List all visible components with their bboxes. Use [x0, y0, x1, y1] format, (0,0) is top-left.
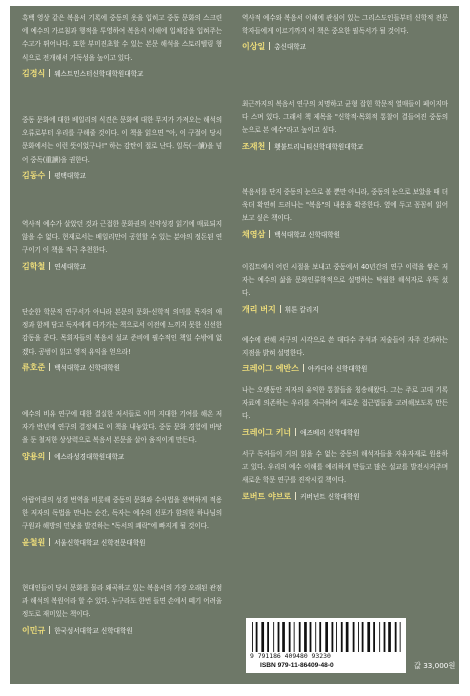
endorser-affiliation: 휘튼 칼리지: [284, 305, 319, 314]
endorser-name: 이상일: [242, 42, 266, 52]
divider: [49, 452, 50, 460]
endorsement-text: 아랍어권의 성경 번역을 비롯해 중동의 문화와 수사법을 완벽하게 적용한 저자의 독법을 만나는 순간, 독자는 예수의 선포가 함의한 하나님의 구원과 해방의 민낯을 발견하는 "독서의 쾌락"에 빠지게 될 것이다.: [22, 496, 222, 531]
divider: [49, 262, 50, 270]
endorsement-text: 역사적 예수와 복음서 이해에 관심이 있는 그리스도인들부터 신학적 전문 학자들에게 이르기까지 이 책은 중요한 필독서가 될 것이다.: [242, 14, 448, 36]
endorsement: [242, 186, 448, 241]
endorsement-attribution: [242, 141, 448, 153]
endorser-name: 채영삼: [242, 229, 266, 239]
divider: [303, 364, 304, 372]
book-back-cover: [10, 6, 459, 684]
divider: [49, 69, 50, 77]
endorsement-text: 예수에 관해 서구의 시각으로 쓴 대다수 주석과 저술들이 자주 간과하는 지점을 밝혀 설명한다.: [242, 336, 448, 358]
endorsement: [22, 306, 222, 374]
endorsement-text: 흑백 영상 같은 복음서 기록에 중동의 옷을 입히고 중동 문화의 스크린에 예수의 가르침과 행적을 투영하여 복음서 이해에 입체감을 입혀주는 수고가 뛰어나다. 또한 부미진초할 수 있는 본문 해석을 스토리텔링 형식으로 전개해서 가독성을 높이고 있다.: [22, 14, 222, 62]
endorsement-text: 나는 오랫동안 저자의 유익한 통찰들을 칭송해왔다. 그는 주로 고대 기록 자료에 의존하는 우리를 자극하여 새로운 접근법들을 고려해보도록 만든다.: [242, 386, 448, 421]
endorsement: [242, 448, 448, 503]
endorsement-attribution: [242, 229, 448, 241]
endorser-affiliation: 서울신학대학교 신학전문대학원: [54, 538, 146, 547]
endorser-affiliation: 백석대학교 신학대학원: [274, 230, 340, 239]
endorsement-text: 단순한 학문적 연구서가 아니라 본문의 문화-신학적 의미를 목자의 애정과 함께 담고 독자에게 다가가는 책으로서 이전에 느끼지 못한 신선한 감동을 준다. 목회자들의 복음서 설교 준비에 필수적인 책일 수밖에 없겠다. 공범이 읽고 영적 유익을 얻으라!: [22, 308, 222, 356]
endorsement: [22, 12, 222, 80]
endorsement-attribution: [242, 304, 448, 316]
endorsement-attribution: [22, 362, 222, 374]
divider: [295, 428, 296, 436]
endorser-name: 윤철원: [22, 537, 46, 547]
price-label: 값 33,000원: [414, 661, 456, 670]
endorser-affiliation: 웨스트민스터신학대학원대학교: [54, 69, 144, 78]
endorsement: [242, 261, 448, 316]
divider: [49, 171, 50, 179]
endorsement: [22, 494, 222, 549]
endorser-affiliation: 아카디아 신학대학원: [307, 365, 368, 374]
endorser-affiliation: 연세대학교: [54, 262, 87, 271]
left-column: [22, 6, 222, 684]
divider: [49, 363, 50, 371]
endorsement-attribution: [242, 41, 448, 53]
endorsement-text: 예수의 비유 연구에 대한 결실한 저서들로 이미 지대한 기여를 해온 저자가 반년에 연구의 결정체로 이 책을 내놓았다. 중동 문화 경험에 바탕을 둔 철저한 상상력으로 복음서 본문을 살아 움직이게 만든다.: [22, 410, 222, 445]
divider: [295, 492, 296, 500]
barcode-image: [250, 622, 402, 652]
endorser-affiliation: 에스라성경대학원대학교: [54, 452, 125, 461]
endorsement: [242, 12, 448, 53]
barcode-digits: 9 791186 409480 93230: [250, 652, 331, 660]
divider: [269, 142, 270, 150]
endorser-affiliation: 한국성서대학교 신학대학원: [54, 626, 133, 635]
endorser-name: 양용의: [22, 451, 46, 461]
endorsement: [22, 582, 222, 637]
endorser-name: 김학철: [22, 261, 46, 271]
endorser-affiliation: 애즈베리 신학대학원: [300, 428, 360, 437]
endorsement: [242, 384, 448, 439]
endorsement: [22, 114, 222, 182]
endorsement-attribution: [242, 491, 448, 503]
endorser-name: 김경식: [22, 68, 46, 78]
endorsement: [242, 98, 448, 153]
divider: [280, 305, 281, 313]
isbn-number: ISBN 979-11-86409-48-0: [260, 662, 334, 669]
endorsement-attribution: [22, 68, 222, 80]
endorsement-text: 서구 독자들이 거의 읽을 수 없는 중동의 해석자들을 자유자재로 원용하고 있다. 우리의 예수 이해를 예리하게 만들고 많은 설교를 발전시켜주며 새로운 학문 연구를 진작시킬 책이다.: [242, 450, 448, 485]
endorsement: [242, 334, 448, 375]
endorser-name: 이민규: [22, 625, 46, 635]
endorser-affiliation: 횃불트리니티신학대학원대학교: [274, 142, 364, 151]
endorser-name: 김동수: [22, 170, 46, 180]
endorsement-attribution: [22, 170, 222, 182]
endorsement-text: 이집트에서 어린 시절을 보내고 중동에서 40년간의 연구 이력을 쌓은 저자는 예수의 삶을 문화인류학적으로 설명하는 탁월한 해석자로 우뚝 섰다.: [242, 263, 448, 298]
endorsement-attribution: [22, 451, 222, 463]
divider: [269, 230, 270, 238]
endorser-affiliation: 백석대학교 신학대학원: [54, 363, 120, 372]
endorser-affiliation: 총신대학교: [274, 43, 307, 52]
endorsement-text: 복음서를 단지 중동의 눈으로 볼 뿐만 아니라, 중동의 눈으로 보았을 때 더욱더 확연히 드러나는 "복음"의 내용을 확증한다. 옆에 두고 꼼꼼히 읽어보고 싶은 책이다.: [242, 188, 448, 223]
endorsement-text: 최근까지의 복음서 연구의 치명하고 균형 잡힌 학문적 열매들이 페이지마다 스며 있다. 그래서 책 제목을 "신학적·목회적 통찰이 결들여진 중동의 눈으로 본 예수"라고 높이고 싶다.: [242, 100, 448, 135]
endorser-name: 조재천: [242, 141, 266, 151]
endorser-name: 개리 버지: [242, 304, 276, 314]
endorser-name: 크레이그 키너: [242, 427, 292, 437]
right-column: [242, 6, 448, 684]
divider: [49, 626, 50, 634]
endorsement-attribution: [22, 537, 222, 549]
endorsement-attribution: [242, 427, 448, 439]
endorsement-attribution: [22, 261, 222, 273]
endorsement-text: 역사적 예수가 살았던 것과 근접한 문화권의 신약성경 읽기에 매료되지 않을 수 없다. 현재로서는 베일리만이 공헌할 수 있는 분야의 정돈된 연구이기 이 책을 적극 추천한다.: [22, 220, 222, 255]
endorser-affiliation: 커버넌트 신학대학원: [300, 492, 360, 501]
endorser-name: 크레이그 에반스: [242, 364, 299, 374]
endorser-name: 류호준: [22, 362, 46, 372]
endorser-affiliation: 평택대학교: [54, 171, 87, 180]
endorsement-text: 중동 문화에 대한 베일리의 식견은 문화에 대한 무지가 가져오는 해석의 오류로부터 우리를 구해줄 것이다. 이 책을 읽으면 "아, 이 구절이 당시 문화에서는 이런 뜻이었구나!" 하는 감탄이 절로 난다. 일독(一讀)을 넘어 중독(重讀)을 권한다.: [22, 116, 222, 164]
endorsement-attribution: [22, 625, 222, 637]
endorsement-text: 현대인들이 당시 문화를 몰라 왜곡하고 있는 복음서의 가장 오래된 관점과 해석의 복원이라 할 수 있다. 누구라도 한번 들면 손에서 떼기 어려울 정도로 재미있는 책이다.: [22, 584, 222, 619]
endorsement: [22, 408, 222, 463]
endorsement-attribution: [242, 363, 448, 375]
endorsement: [22, 218, 222, 273]
divider: [269, 42, 270, 50]
endorser-name: 로버트 야브로: [242, 491, 292, 501]
divider: [49, 538, 50, 546]
isbn-barcode-block: [246, 618, 406, 673]
